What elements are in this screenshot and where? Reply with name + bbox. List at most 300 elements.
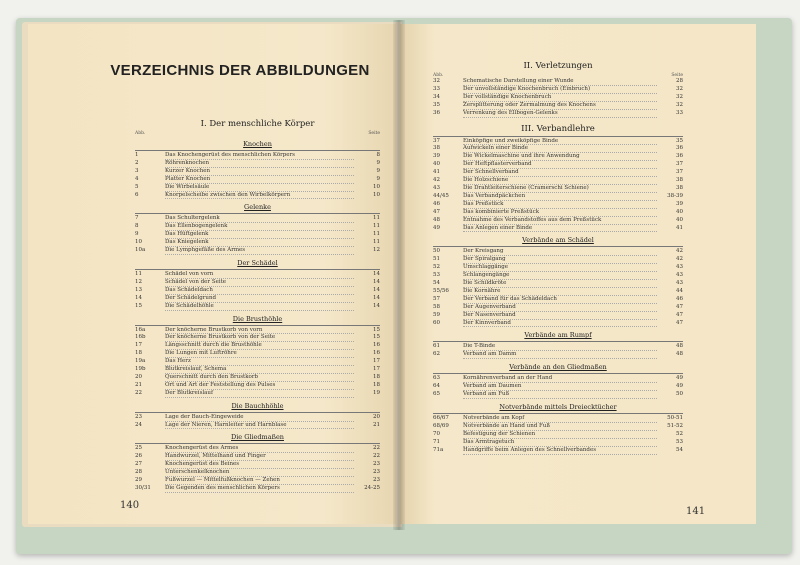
figure-number: 36 bbox=[433, 109, 440, 116]
page-ref: 9 bbox=[376, 175, 380, 182]
figure-title: Die Lymphgefäße des Armes bbox=[165, 247, 354, 255]
figure-number: 15 bbox=[135, 302, 142, 309]
divider bbox=[135, 325, 380, 326]
page-ref: 12 bbox=[373, 247, 380, 254]
toc-row bbox=[135, 239, 380, 247]
toc-row bbox=[433, 351, 683, 359]
figure-number: 16b bbox=[135, 334, 146, 341]
figure-title: Das Verbandpäckchen bbox=[463, 193, 657, 201]
figure-number: 10a bbox=[135, 247, 146, 254]
figure-number: 68/69 bbox=[433, 422, 449, 429]
toc-row bbox=[135, 342, 380, 350]
figure-title: Lage der Bauch-Eingeweide bbox=[165, 414, 354, 422]
page-ref: 48 bbox=[676, 343, 683, 350]
figure-number: 25 bbox=[135, 445, 142, 452]
page-ref: 10 bbox=[373, 191, 380, 198]
figure-number: 59 bbox=[433, 311, 440, 318]
figure-title: Der unvollständige Knochenbruch (Einbruch) bbox=[463, 86, 657, 94]
divider bbox=[433, 413, 683, 414]
toc-row bbox=[433, 343, 683, 351]
figure-title: Der Kinnverband bbox=[463, 320, 657, 328]
figure-number: 19a bbox=[135, 358, 146, 365]
figure-number: 64 bbox=[433, 383, 440, 390]
figure-number: 40 bbox=[433, 161, 440, 168]
page-ref: 48 bbox=[676, 351, 683, 358]
figure-number: 71a bbox=[433, 446, 444, 453]
page-ref: 36 bbox=[676, 153, 683, 160]
figure-number: 42 bbox=[433, 177, 440, 184]
figure-number: 49 bbox=[433, 224, 440, 231]
figure-number: 41 bbox=[433, 169, 440, 176]
page-ref: 50 bbox=[676, 391, 683, 398]
figure-title: Umschlaggänge bbox=[463, 264, 657, 272]
toc-rows bbox=[433, 138, 683, 233]
figure-number: 1 bbox=[135, 152, 139, 158]
toc-row bbox=[135, 303, 380, 311]
toc-row bbox=[433, 177, 683, 185]
toc-row bbox=[135, 414, 380, 422]
toc-row bbox=[135, 422, 380, 430]
toc-row bbox=[433, 447, 683, 455]
page-ref: 44 bbox=[676, 287, 683, 294]
page-ref: 46 bbox=[676, 295, 683, 302]
figure-title: Der Schädelgrund bbox=[165, 295, 354, 303]
page-ref: 11 bbox=[373, 223, 380, 230]
toc-row bbox=[135, 334, 380, 342]
toc-row bbox=[433, 248, 683, 256]
figure-title: Die Kornähre bbox=[463, 288, 657, 296]
page-ref: 36 bbox=[676, 145, 683, 152]
figure-title: Fußwurzel — Mittelfußknochen — Zehen bbox=[165, 477, 354, 485]
section-heading: I. Der menschliche Körper bbox=[200, 119, 315, 129]
book-gutter bbox=[393, 20, 405, 530]
figure-title: Das Armtragetuch bbox=[463, 439, 657, 447]
figure-title: Der knöcherne Brustkorb von der Seite bbox=[165, 334, 354, 342]
figure-number: 14 bbox=[135, 294, 142, 301]
figure-number: 34 bbox=[433, 93, 440, 100]
page-ref: 16 bbox=[373, 342, 380, 349]
toc-row bbox=[433, 185, 683, 193]
page-ref: 40 bbox=[676, 216, 683, 223]
toc-row bbox=[135, 168, 380, 176]
figure-number: 35 bbox=[433, 101, 440, 108]
page-ref: 18 bbox=[373, 381, 380, 388]
page-ref: 49 bbox=[676, 383, 683, 390]
toc-groups bbox=[433, 236, 683, 454]
toc-row bbox=[433, 256, 683, 264]
figure-title: Der Heftpflasterverband bbox=[463, 161, 657, 169]
figure-title: Die Holzschiene bbox=[463, 177, 657, 185]
divider bbox=[433, 246, 683, 247]
figure-number: 18 bbox=[135, 350, 142, 357]
figure-number: 22 bbox=[135, 389, 142, 396]
toc-row bbox=[433, 94, 683, 102]
divider bbox=[433, 373, 683, 374]
figure-number: 3 bbox=[135, 167, 139, 174]
section-heading: II. Verletzungen bbox=[523, 61, 593, 71]
figure-title: Das kombinierte Preßstück bbox=[463, 209, 657, 217]
page-ref: 15 bbox=[373, 326, 380, 333]
figure-number: 11 bbox=[135, 270, 142, 277]
figure-number: 54 bbox=[433, 280, 440, 287]
page-ref: 23 bbox=[373, 477, 380, 484]
page-ref: 35 bbox=[676, 137, 683, 144]
figure-number: 47 bbox=[433, 208, 440, 215]
toc-row bbox=[135, 271, 380, 279]
figure-title: Der Nasenverband bbox=[463, 312, 657, 320]
toc-row bbox=[433, 304, 683, 312]
figure-title: Platter Knochen bbox=[165, 176, 354, 184]
figure-title: Der Verband für das Schädeldach bbox=[463, 296, 657, 304]
page-ref: 19 bbox=[373, 389, 380, 396]
figure-title: Das Herz bbox=[165, 358, 354, 366]
toc-right bbox=[433, 58, 683, 455]
page-ref: 20 bbox=[373, 413, 380, 420]
page-ref: 37 bbox=[676, 169, 683, 176]
group-heading: Die Gliedmaßen bbox=[231, 433, 284, 442]
page-title: VERZEICHNIS DER ABBILDUNGEN bbox=[110, 62, 370, 79]
figure-title: Die Wickelmaschine und ihre Anwendung bbox=[463, 153, 657, 161]
figure-number: 21 bbox=[135, 381, 142, 388]
figure-title: Die Drahtleiterschiene (Cramerschi Schiene) bbox=[463, 185, 657, 193]
toc-row bbox=[135, 160, 380, 168]
toc-row bbox=[433, 225, 683, 233]
figure-number: 19b bbox=[135, 366, 146, 373]
figure-title: Aufwickeln einer Binde bbox=[463, 145, 657, 153]
toc-row bbox=[135, 223, 380, 231]
section-heading: III. Verbandlehre bbox=[521, 123, 595, 134]
toc-row bbox=[433, 153, 683, 161]
toc-row bbox=[433, 78, 683, 86]
toc-row bbox=[135, 461, 380, 469]
toc-row bbox=[135, 445, 380, 453]
figure-title: Das Knochengerüst des menschlichen Körpers bbox=[165, 152, 354, 160]
page-ref: 14 bbox=[373, 278, 380, 285]
page-ref: 50-51 bbox=[667, 415, 683, 421]
toc-row bbox=[433, 383, 683, 391]
page-ref: 54 bbox=[676, 446, 683, 453]
page-ref: 42 bbox=[676, 248, 683, 255]
figure-title: Die Lungen mit Luftröhre bbox=[165, 350, 354, 358]
divider bbox=[135, 213, 380, 214]
group-heading: Die Brusthöhle bbox=[232, 314, 283, 323]
figure-title: Zersplitterung oder Zermalmung des Knochens bbox=[463, 102, 657, 110]
page-ref: 22 bbox=[373, 445, 380, 452]
toc-row bbox=[433, 161, 683, 169]
figure-title: Handwurzel, Mittelhand und Finger bbox=[165, 453, 354, 461]
toc-row bbox=[433, 391, 683, 399]
figure-title: Das Preßstück bbox=[463, 201, 657, 209]
figure-title: Die T-Binde bbox=[463, 343, 657, 351]
page-ref: 24-25 bbox=[364, 485, 380, 491]
figure-title: Knochengerüst des Armes bbox=[165, 445, 354, 453]
figure-number: 46 bbox=[433, 200, 440, 207]
toc-row bbox=[433, 193, 683, 201]
page-ref: 43 bbox=[676, 272, 683, 279]
figure-title: Unterschenkelknochen bbox=[165, 469, 354, 477]
figure-number: 37 bbox=[433, 137, 440, 144]
toc-row bbox=[433, 264, 683, 272]
page-ref: 23 bbox=[373, 461, 380, 468]
column-header bbox=[135, 131, 380, 136]
figure-title: Verband am Daumen bbox=[463, 383, 657, 391]
page-ref: 43 bbox=[676, 280, 683, 287]
page-ref: 17 bbox=[373, 358, 380, 365]
page-ref: 47 bbox=[676, 303, 683, 310]
page-ref: 47 bbox=[676, 311, 683, 318]
figure-title: Knorpelscheibe zwischen den Wirbelkörpern bbox=[165, 192, 354, 200]
figure-title: Schlangengänge bbox=[463, 272, 657, 280]
figure-title: Röhrenknochen bbox=[165, 160, 354, 168]
page-ref: 14 bbox=[373, 302, 380, 309]
group-heading: Notverbände mittels Dreiecktücher bbox=[499, 403, 617, 411]
toc-row bbox=[135, 287, 380, 295]
column-nr: Abb. bbox=[433, 73, 444, 78]
figure-title: Die Wirbelsäule bbox=[165, 184, 354, 192]
figure-number: 12 bbox=[135, 278, 142, 285]
figure-number: 33 bbox=[433, 85, 440, 92]
divider bbox=[433, 136, 683, 137]
group-heading: Verbände am Rumpf bbox=[524, 331, 592, 340]
page-ref: 51-52 bbox=[667, 422, 683, 429]
toc-row bbox=[135, 358, 380, 366]
toc-row bbox=[433, 217, 683, 225]
group-heading: Die Bauchhöhle bbox=[231, 401, 284, 410]
figure-title: Der Spiralgang bbox=[463, 256, 657, 264]
toc-row bbox=[433, 320, 683, 328]
page-ref: 22 bbox=[373, 453, 380, 460]
figure-title: Ort und Art der Feststellung des Pulses bbox=[165, 382, 354, 390]
figure-number: 51 bbox=[433, 256, 440, 263]
toc-row bbox=[433, 288, 683, 296]
figure-number: 58 bbox=[433, 303, 440, 310]
figure-title: Schematische Darstellung einer Wunde bbox=[463, 78, 657, 86]
figure-number: 10 bbox=[135, 239, 142, 246]
figure-number: 13 bbox=[135, 286, 142, 293]
toc-row bbox=[135, 279, 380, 287]
page-ref: 32 bbox=[676, 101, 683, 108]
figure-title: Die Schildkröte bbox=[463, 280, 657, 288]
toc-row bbox=[433, 272, 683, 280]
toc-row bbox=[433, 201, 683, 209]
figure-number: 39 bbox=[433, 153, 440, 160]
toc-row bbox=[433, 375, 683, 383]
toc-row bbox=[433, 431, 683, 439]
toc-row bbox=[135, 231, 380, 239]
figure-number: 55/56 bbox=[433, 287, 449, 294]
figure-number: 65 bbox=[433, 391, 440, 398]
page-ref: 39 bbox=[676, 200, 683, 207]
figure-title: Verrenkung des Ellbogen-Gelenks bbox=[463, 110, 657, 118]
figure-number: 53 bbox=[433, 272, 440, 279]
toc-row bbox=[433, 169, 683, 177]
page-ref: 32 bbox=[676, 93, 683, 100]
figure-number: 9 bbox=[135, 231, 139, 238]
toc-row bbox=[433, 280, 683, 288]
group-heading: Gelenke bbox=[244, 203, 271, 212]
figure-title: Kurzer Knochen bbox=[165, 168, 354, 176]
toc-row bbox=[433, 145, 683, 153]
group-heading: Der Schädel bbox=[237, 258, 278, 267]
divider bbox=[135, 269, 380, 270]
toc-row bbox=[433, 296, 683, 304]
page-ref: 28 bbox=[676, 78, 683, 84]
page-ref: 14 bbox=[373, 270, 380, 277]
figure-number: 60 bbox=[433, 319, 440, 326]
toc-row bbox=[135, 453, 380, 461]
figure-title: Entnahme des Verbandstoffes aus dem Preßstück bbox=[463, 217, 657, 225]
figure-title: Das Ellenbogengelenk bbox=[165, 223, 354, 231]
figure-title: Der vollständige Knochenbruch bbox=[463, 94, 657, 102]
divider bbox=[433, 341, 683, 342]
figure-title: Das Schädeldach bbox=[165, 287, 354, 295]
page-ref: 41 bbox=[676, 224, 683, 231]
figure-number: 4 bbox=[135, 175, 139, 182]
figure-number: 30/31 bbox=[135, 485, 151, 491]
toc-row bbox=[135, 327, 380, 335]
divider bbox=[135, 150, 380, 151]
toc-row bbox=[135, 295, 380, 303]
page-ref: 43 bbox=[676, 264, 683, 271]
figure-title: Der knöcherne Brustkorb von vorn bbox=[165, 327, 354, 335]
figure-number: 16a bbox=[135, 326, 146, 333]
toc-groups bbox=[135, 140, 380, 493]
toc-row bbox=[433, 423, 683, 431]
figure-number: 24 bbox=[135, 421, 142, 428]
column-page: Seite bbox=[671, 73, 683, 78]
toc-row bbox=[433, 110, 683, 118]
page-ref: 17 bbox=[373, 366, 380, 373]
page-ref: 14 bbox=[373, 286, 380, 293]
figure-title: Notverbände am Kopf bbox=[463, 415, 657, 423]
page-ref: 40 bbox=[676, 208, 683, 215]
page-ref: 10 bbox=[373, 183, 380, 190]
figure-title: Der Augenverband bbox=[463, 304, 657, 312]
figure-number: 63 bbox=[433, 375, 440, 382]
figure-number: 8 bbox=[135, 223, 139, 230]
toc-row bbox=[135, 192, 380, 200]
toc-rows bbox=[433, 78, 683, 118]
figure-title: Einköpfige und zweiköpfige Binde bbox=[463, 138, 657, 146]
page-ref: 33 bbox=[676, 109, 683, 116]
column-nr: Abb. bbox=[135, 131, 146, 136]
page-ref: 11 bbox=[373, 239, 380, 246]
toc-row bbox=[433, 415, 683, 423]
toc-row bbox=[135, 390, 380, 398]
figure-number: 17 bbox=[135, 342, 142, 349]
page-ref: 53 bbox=[676, 438, 683, 445]
figure-title: Längsschnitt durch die Brusthöhle bbox=[165, 342, 354, 350]
toc-left bbox=[135, 116, 380, 493]
figure-number: 23 bbox=[135, 413, 142, 420]
divider bbox=[135, 443, 380, 444]
figure-number: 2 bbox=[135, 159, 139, 166]
page-ref: 21 bbox=[373, 421, 380, 428]
toc-row bbox=[135, 215, 380, 223]
toc-row bbox=[433, 312, 683, 320]
figure-title: Der Blutkreislauf bbox=[165, 390, 354, 398]
figure-number: 61 bbox=[433, 343, 440, 350]
figure-title: Das Kniegelenk bbox=[165, 239, 354, 247]
figure-number: 48 bbox=[433, 216, 440, 223]
figure-number: 43 bbox=[433, 184, 440, 191]
figure-number: 5 bbox=[135, 183, 139, 190]
figure-number: 27 bbox=[135, 461, 142, 468]
page-ref: 38 bbox=[676, 184, 683, 191]
figure-title: Der Schnellverband bbox=[463, 169, 657, 177]
column-page: Seite bbox=[368, 131, 380, 136]
page-ref: 37 bbox=[676, 161, 683, 168]
page-ref: 18 bbox=[373, 373, 380, 380]
figure-title: Handgriffe beim Anlegen des Schnellverbandes bbox=[463, 447, 657, 455]
page-ref: 23 bbox=[373, 469, 380, 476]
toc-row bbox=[433, 102, 683, 110]
toc-row bbox=[135, 469, 380, 477]
page-ref: 49 bbox=[676, 375, 683, 382]
figure-number: 7 bbox=[135, 215, 139, 222]
page-ref: 16 bbox=[373, 350, 380, 357]
toc-row bbox=[135, 176, 380, 184]
figure-number: 38 bbox=[433, 145, 440, 152]
group-heading: Verbände am Schädel bbox=[522, 236, 594, 245]
page-ref: 9 bbox=[376, 159, 380, 166]
figure-number: 70 bbox=[433, 430, 440, 437]
toc-row bbox=[135, 382, 380, 390]
page-ref: 32 bbox=[676, 85, 683, 92]
figure-title: Verband am Fuß bbox=[463, 391, 657, 399]
toc-row bbox=[135, 374, 380, 382]
figure-number: 57 bbox=[433, 295, 440, 302]
figure-title: Das Schultergelenk bbox=[165, 215, 354, 223]
page-number-left: 140 bbox=[120, 500, 140, 511]
toc-row bbox=[135, 366, 380, 374]
figure-number: 50 bbox=[433, 248, 440, 255]
figure-number: 71 bbox=[433, 438, 440, 445]
figure-number: 20 bbox=[135, 373, 142, 380]
toc-row bbox=[135, 152, 380, 160]
toc-row bbox=[135, 477, 380, 485]
toc-row bbox=[135, 485, 380, 493]
figure-title: Knochengerüst des Beines bbox=[165, 461, 354, 469]
group-heading: Verbände an den Gliedmaßen bbox=[509, 363, 607, 372]
figure-title: Das Anlegen einer Binde bbox=[463, 225, 657, 233]
toc-row bbox=[135, 247, 380, 255]
figure-number: 62 bbox=[433, 351, 440, 358]
figure-title: Schädel von der Seite bbox=[165, 279, 354, 287]
toc-row bbox=[433, 209, 683, 217]
page-ref: 11 bbox=[373, 231, 380, 238]
page-ref: 52 bbox=[676, 430, 683, 437]
figure-number: 28 bbox=[135, 469, 142, 476]
figure-title: Der Kreisgang bbox=[463, 248, 657, 256]
figure-number: 44/45 bbox=[433, 192, 449, 199]
page-ref: 38 bbox=[676, 177, 683, 184]
figure-title: Querschnitt durch den Brustkorb bbox=[165, 374, 354, 382]
toc-row bbox=[433, 439, 683, 447]
figure-title: Schädel von vorn bbox=[165, 271, 354, 279]
divider bbox=[135, 412, 380, 413]
figure-number: 66/67 bbox=[433, 415, 449, 421]
toc-row bbox=[135, 350, 380, 358]
figure-title: Verband am Damm bbox=[463, 351, 657, 359]
toc-row bbox=[433, 86, 683, 94]
figure-title: Blutkreislauf, Schema bbox=[165, 366, 354, 374]
figure-number: 52 bbox=[433, 264, 440, 271]
figure-title: Lage der Nieren, Harnleiter und Harnblase bbox=[165, 422, 354, 430]
page-ref: 8 bbox=[376, 152, 380, 158]
toc-row bbox=[135, 184, 380, 192]
page-number-right: 141 bbox=[686, 506, 706, 517]
